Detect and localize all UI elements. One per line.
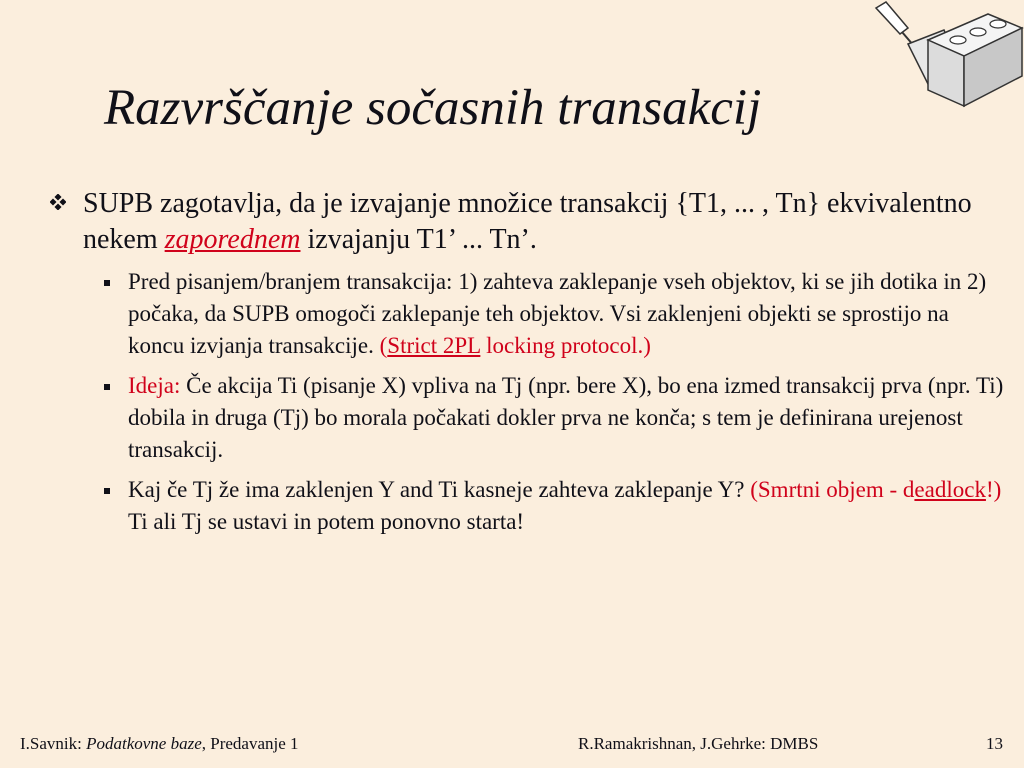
footer-author xyxy=(20,734,299,754)
bullet-text: SUPB zagotavlja, da je izvajanje množice transakcij {T1, ... , Tn} ekvivalentno nekem xyxy=(83,188,972,255)
strict-2pl-link[interactable]: Strict 2PL xyxy=(387,333,481,358)
square-bullet-icon xyxy=(104,280,110,286)
deadlock-link[interactable]: eadlock xyxy=(914,477,986,502)
emphasis-zaporednem: zaporednem xyxy=(164,224,301,255)
sub-bullet-text-end: Ti ali Tj se ustavi in potem ponovno starta! xyxy=(128,509,525,534)
locking-protocol-text: locking protocol.) xyxy=(480,333,651,358)
sub-bullet-ideja xyxy=(128,370,1008,466)
square-bullet-icon xyxy=(104,488,110,494)
sub-bullet-text: Kaj če Tj že ima zaklenjen Y and Ti kasneje zahteva zaklepanje Y? xyxy=(128,477,751,502)
deadlock-close: !) xyxy=(985,477,1002,502)
square-bullet-icon xyxy=(104,384,110,390)
sub-bullet-deadlock xyxy=(128,474,1008,538)
bullet-supb xyxy=(48,186,998,258)
footer-lecture: , Predavanje 1 xyxy=(201,734,299,753)
sub-bullet-strict-2pl xyxy=(128,266,1008,362)
slide-title: Razvrščanje sočasnih transakcij xyxy=(104,80,762,136)
page-number: 13 xyxy=(986,734,1003,753)
slide-body xyxy=(48,186,1004,546)
footer-source: R.Ramakrishnan, J.Gehrke: DMBS xyxy=(578,734,819,753)
footer-course: Podatkovne baze xyxy=(86,734,202,753)
sub-bullet-text: Pred pisanjem/branjem transakcija: 1) zahteva zaklepanje vseh objektov, ki se jih dotika in 2) počaka, da SUPB omogoči zaklepanje teh objektov. Vsi zaklenjeni objekti se sprostijo na koncu izvjanja transakcije. xyxy=(128,269,987,358)
bullet-text-end: izvajanju T1’ ... Tn’. xyxy=(300,224,537,255)
smrtni-objem-text: (Smrtni objem - d xyxy=(750,477,915,502)
diamond-quad-bullet-icon xyxy=(50,194,66,210)
ideja-label: Ideja: xyxy=(128,373,181,398)
paren-open: ( xyxy=(379,333,388,358)
footer-author-name: I.Savnik: xyxy=(20,734,87,753)
brick-trowel-icon xyxy=(868,0,1024,112)
sub-bullet-text: Če akcija Ti (pisanje X) vpliva na Tj (npr. bere X), bo ena izmed transakcij prva (npr. Ti) dobila in druga (Tj) bo morala počakati dokler prva ne konča; s tem je definirana urejenost transakcij. xyxy=(128,373,1004,462)
